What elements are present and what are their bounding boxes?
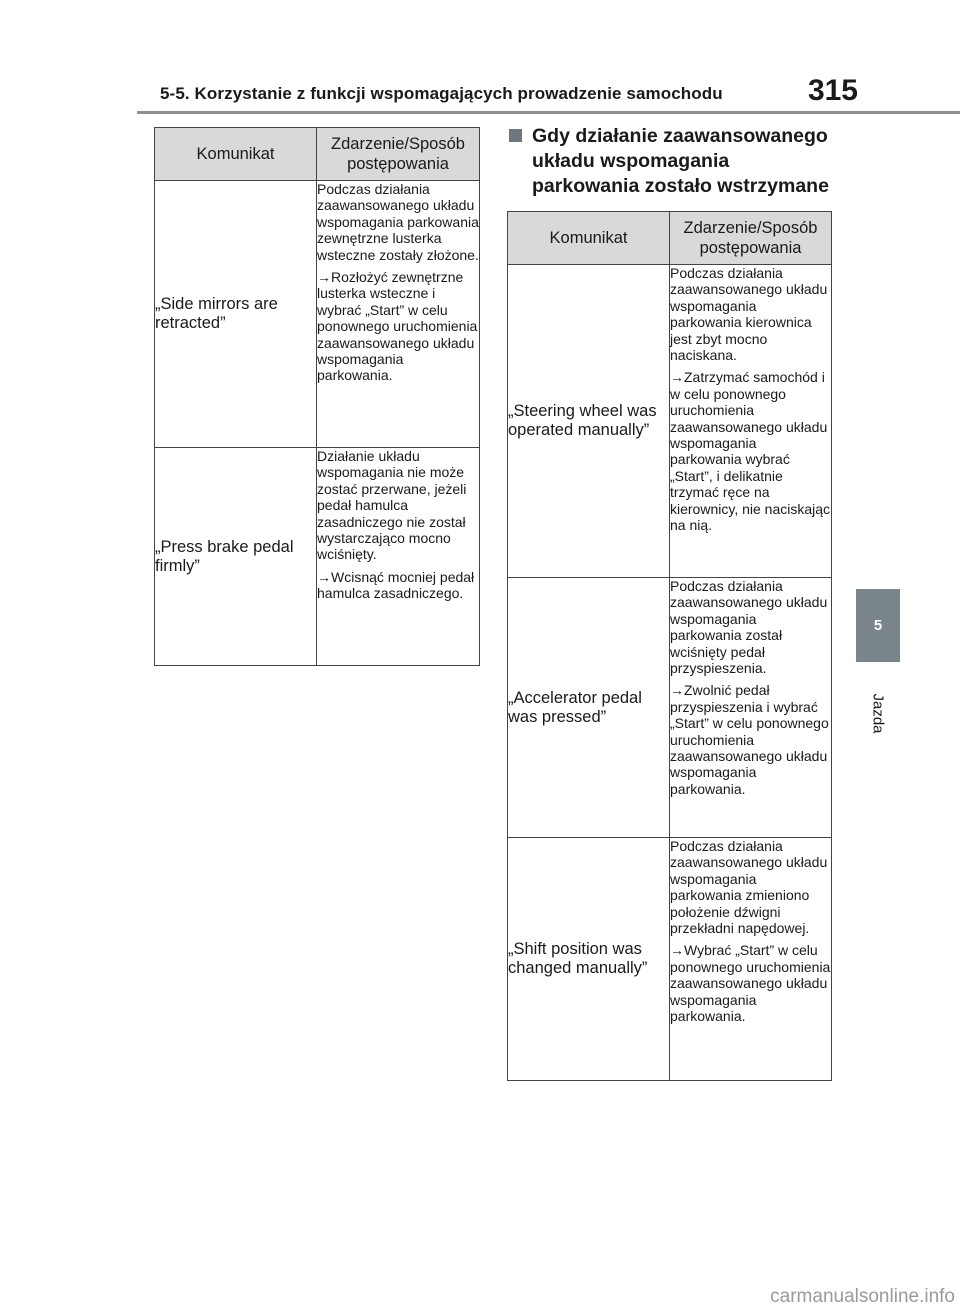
section-heading [509,124,839,199]
messages-table-left [154,127,480,666]
event-cell [670,265,832,578]
table-header-row [155,128,480,181]
table-row [508,578,832,838]
message-cell: „Accelerator pedal was pressed” [508,578,670,838]
section-heading-text: Gdy działanie zaawansowanego układu wspomagania parkowania zostało wstrzymane [532,125,829,197]
table-row [508,838,832,1081]
watermark: carmanualsonline.info [770,1286,955,1307]
event-description: Podczas działania zaawansowanego układu wspomagania parkowania został wciśnięty pedał przyspieszenia. [670,578,828,677]
chapter-label [856,668,900,758]
page-number: 315 [807,74,858,107]
action-description: →Rozłożyć zewnętrzne lusterka wsteczne i wybrać „Start” w celu ponownego uruchomienia zaawansowanego układu wspomagania parkowania. [317,269,478,384]
messages-table-right [507,211,832,1081]
message-cell: „Steering wheel was operated manually” [508,265,670,578]
table-row [155,181,480,448]
column-header-event: Zdarzenie/Sposób postępowania [317,128,480,181]
chapter-tab[interactable] [856,589,900,662]
message-cell: „Side mirrors are retracted” [155,181,317,448]
event-description: Podczas działania zaawansowanego układu wspomagania parkowania zewnętrzne lusterka wsteczne zostały złożone. [317,181,479,263]
header-rule [137,111,960,114]
event-cell [670,578,832,838]
table-row [508,265,832,578]
column-header-message: Komunikat [508,212,670,265]
message-cell: „Press brake pedal firmly” [155,448,317,666]
message-cell: „Shift position was changed manually” [508,838,670,1081]
column-header-message: Komunikat [155,128,317,181]
action-description: →Zatrzymać samochód i w celu ponownego uruchomienia zaawansowanego układu wspomagania parkowania wybrać „Start”, i delikatnie trzymać ręce na kierownicy, nie naciskając na nią. [670,369,831,534]
square-bullet-icon [509,129,522,142]
event-description: Działanie układu wspomagania nie może zostać przerwane, jeżeli pedał hamulca zasadniczego nie został wystarczająco mocno wciśnięty. [317,448,467,563]
chapter-label-text: Jazda [869,692,887,734]
action-description: →Zwolnić pedał przyspieszenia i wybrać „Start” w celu ponownego uruchomienia zaawansowanego układu wspomagania parkowania. [670,682,829,797]
event-cell [317,181,480,448]
running-header-title: 5-5. Korzystanie z funkcji wspomagających prowadzenie samochodu [160,84,723,103]
chapter-number: 5 [873,617,883,634]
table-header-row [508,212,832,265]
event-description: Podczas działania zaawansowanego układu wspomagania parkowania kierownica jest zbyt mocno naciskana. [670,265,828,364]
event-cell [317,448,480,666]
event-description: Podczas działania zaawansowanego układu wspomagania parkowania zmieniono położenie dźwigni przekładni napędowej. [670,838,828,937]
event-cell [670,838,832,1081]
action-description: →Wybrać „Start” w celu ponownego uruchomienia zaawansowanego układu wspomagania parkowania. [670,942,831,1025]
action-description: →Wcisnąć mocniej pedał hamulca zasadniczego. [317,568,475,602]
column-header-event: Zdarzenie/Sposób postępowania [670,212,832,265]
table-row [155,448,480,666]
